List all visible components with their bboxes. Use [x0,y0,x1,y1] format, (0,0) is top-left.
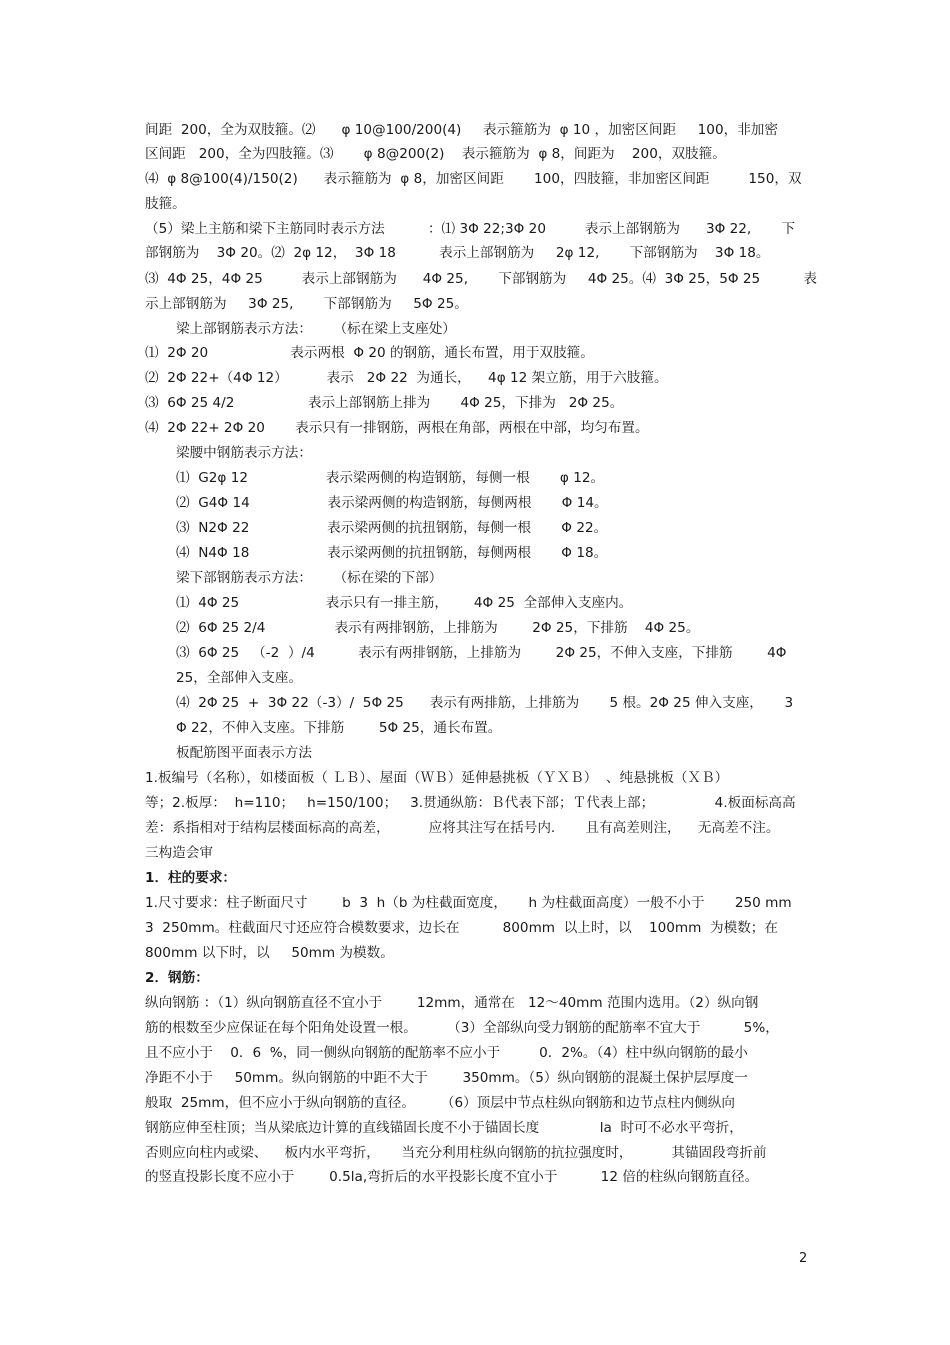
section-heading: 梁腰中钢筋表示方法： [176,445,312,461]
text-line: ⑴ 4Φ 25 表示只有一排主筋， 4Φ 25 全部伸入支座内。 [176,595,633,611]
text-line: 差：系指相对于结构层楼面标高的高差， 应将其注写在括号内. 且有高差则注， 无高差不注。 [145,820,780,836]
text-line: 1.板编号（名称），如楼面板（ ＬＢ）、屋面（ＷＢ）延伸悬挑板（ＹＸＢ） 、纯悬挑板（ＸＢ） [145,770,729,786]
text-line: ⑷ N4Φ 18 表示梁两侧的抗扭钢筋，每侧两根 Φ 18。 [176,545,608,561]
section-heading: 三构造会审 [145,845,213,861]
text-line: 且不应小于 0．6 %，同一侧纵向钢筋的配筋率不应小于 0．2%。（4）柱中纵向钢筋的最小 [145,1045,748,1061]
text-line: 净距不小于 50mm。纵向钢筋的中距不大于 350mm。（5）纵向钢筋的混凝土保护层厚度一 [145,1070,748,1086]
text-line: 25，全部伸入支座。 [176,670,303,686]
text-line: 否则应向柱内或梁、 板内水平弯折， 当充分利用柱纵向钢筋的抗拉强度时， 其锚固段弯折前 [145,1145,767,1161]
text-line: ⑷ φ 8@100(4)/150(2) 表示箍筋为 φ 8，加密区间距 100，四肢箍，非加密区间距 150，双 [145,171,802,187]
text-line: ⑶ 4Φ 25，4Φ 25 表示上部钢筋为 4Φ 25, 下部钢筋为 4Φ 25。⑷ 3Φ 25，5Φ 25 表 [145,271,817,287]
text-line: 纵向钢筋 ：（1）纵向钢筋直径不宜小于 12mm，通常在 12～40mm 范围内选用。（2）纵向钢 [145,995,759,1011]
text-line: ⑶ 6Φ 25 4/2 表示上部钢筋上排为 4Φ 25，下排为 2Φ 25。 [145,395,624,411]
text-line: 示上部钢筋为 3Φ 25, 下部钢筋为 5Φ 25。 [145,296,468,312]
text-line: 部钢筋为 3Φ 20。⑵ 2φ 12， 3Φ 18 表示上部钢筋为 2φ 12, 下部钢筋为 3Φ 18。 [145,245,770,261]
text-line: 1.尺寸要求：柱子断面尺寸 b 3 h（b 为柱截面宽度， h 为柱截面高度）一般不小于 250 mm [145,895,792,911]
text-line: ⑷ 2Φ 22+ 2Φ 20 表示只有一排钢筋，两根在角部，两根在中部，均匀布置。 [145,420,649,436]
section-heading: 梁下部钢筋表示方法： （标在梁的下部） [176,570,443,586]
text-line: ⑵ 6Φ 25 2/4 表示有两排钢筋，上排筋为 2Φ 25，下排筋 4Φ 25。 [176,620,700,636]
text-line: Φ 22，不伸入支座。下排筋 5Φ 25，通长布置。 [176,720,502,736]
text-line: ⑶ 6Φ 25 （-2 ）/4 表示有两排钢筋，上排筋为 2Φ 25，不伸入支座，下排筋 4Φ [176,645,787,661]
section-heading: 1．柱的要求： [145,870,237,886]
text-line: 筋的根数至少应保证在每个阳角处设置一根。 （3）全部纵向受力钢筋的配筋率不宜大于 5%， [145,1020,779,1036]
section-heading: 梁上部钢筋表示方法： （标在梁上支座处） [176,321,456,337]
text-line: （5）梁上主筋和梁下主筋同时表示方法 ：⑴ 3Φ 22;3Φ 20 表示上部钢筋为 3Φ 22, 下 [145,221,796,237]
text-line: 肢箍。 [145,196,186,212]
text-line: ⑵ G4Φ 14 表示梁两侧的构造钢筋，每侧两根 Φ 14。 [176,495,608,511]
text-line: 钢筋应伸至柱顶；当从梁底边计算的直线锚固长度不小于锚固长度 la 时可不必水平弯折， [145,1120,743,1136]
text-line: 3 250mm。柱截面尺寸还应符合模数要求，边长在 800mm 以上时，以 100mm 为模数；在 [145,920,778,936]
text-line: 间距 200，全为双肢箍。⑵ φ 10@100/200(4) 表示箍筋为 φ 10 ，加密区间距 100，非加密 [145,122,778,138]
text-line: ⑴ G2φ 12 表示梁两侧的构造钢筋，每侧一根 φ 12。 [176,470,605,486]
text-line: 等；2.板厚： h=110； h=150/100； 3.贯通纵筋：Ｂ代表下部；Ｔ代表上部； 4.板面标高高 [145,795,796,811]
section-heading: 板配筋图平面表示方法 [176,745,312,761]
page-number: 2 [799,1251,808,1266]
section-heading: 2．钢筋： [145,970,209,986]
text-line: ⑶ N2Φ 22 表示梁两侧的抗扭钢筋，每侧一根 Φ 22。 [176,520,608,536]
text-line: 般取 25mm，但不应小于纵向钢筋的直径。 （6）顶层中节点柱纵向钢筋和边节点柱内侧纵向 [145,1095,735,1111]
text-line: ⑵ 2Φ 22+（4Φ 12） 表示 2Φ 22 为通长， 4φ 12 架立筋，用于六肢箍。 [145,370,668,386]
text-line: 800mm 以下时，以 50mm 为模数。 [145,945,394,961]
text-line: 的竖直投影长度不应小于 0.5la,弯折后的水平投影长度不宜小于 12 倍的柱纵向钢筋直径。 [145,1169,759,1185]
text-line: ⑷ 2Φ 25 + 3Φ 22（-3）/ 5Φ 25 表示有两排筋，上排筋为 5 根。2Φ 25 伸入支座， 3 [176,695,794,711]
text-line: ⑴ 2Φ 20 表示两根 Φ 20 的钢筋，通长布置，用于双肢箍。 [145,345,594,361]
text-line: 区间距 200，全为四肢箍。⑶ φ 8@200(2) 表示箍筋为 φ 8，间距为 200，双肢箍。 [145,146,726,162]
